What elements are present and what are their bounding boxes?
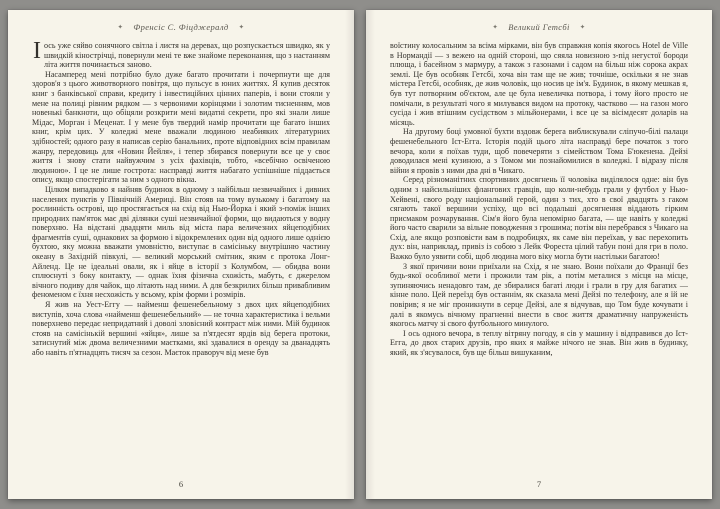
paragraph: Іось уже сяйво сонячного світла і листя на деревах, що розпускається швидко, як у швидкій кінострічці, повернули мені те вже знайоме переконання, що з настанням літа життя починається заново.: [33, 41, 330, 70]
page-left: [8, 10, 354, 499]
fleuron-icon: ✦: [579, 24, 586, 31]
paragraph: Цілком випадково я найняв будинок в одному з найбільш незвичайних і дивних населених пунктів у Північній Америці. Він стояв на тому вузькому і багатому на рослинність острові, що простягається на схід від Нью-Йорка і який з-поміж інших природних пам'яток має дві ділянки суші незвичайної форми, що видаються у водну поверхню. На відстані двадцяти миль від міста пара величезних яйцеподібних фрагментів суші, однакових за формою і відокремлених один від одного лише однією бухтою, яку можна вважати умовністю, виступає в самісіньку внутрішню частину океану в Західній півкулі, — великий морський смітник, яким є протока Лонг-Айленд. Це не ідеальні овали, як і яйце в історії з Колумбом, — обидва вони сплюснуті з боку контакту, — однак їхня фізична схожість, мабуть, є джерелом вічного подиву для чайок, що літають над ними. А для безкрилих більш привабливим феноменом є їхня несхожість у всьому, крім форми і розмірів.: [32, 184, 330, 300]
paragraph: З якої причини вони приїхали на Схід, я не знаю. Вони поїхали до Франції без будь-якої особливої мети і прожили там рік, а потім металися з місця на місце, зупиняючись ненадовго там, де збиралися багаті люди і грали в гру для багатих — кінне поло. Цей переїзд був останнім, як сказала мені Дейзі по телефону, але я їй не повірив; я не міг проникнути в серце Дейзі, але я відчував, що Том буде кочувати і далі в якомусь вічному прагненні внести в своє життя драматичну напруженість якогось матчу зі свого футбольного минулого.: [390, 261, 688, 329]
page-right-text: [390, 41, 688, 478]
paragraph: воїстину колосальним за всіма мірками, він був справжня копія якогось Hotel de Ville в Нормандії — з вежею на одній стороні, що сяяла новизною з-під негустої бороди плюща, і басейном з мармуру, а також з газонами і садом на більш ніж сорока акрах землі. Це був особняк Гетсбі, хоча він там ще не жив; точніше, оскільки я не знав містера Гетсбі, особняк, де жив чоловік, що носив це ім'я. Будинок, в якому мешкав я, був тут потворним об'єктом, але це була невеличка потвора, і тому його просто не помічали, в результаті чого я милувався видом на протоку, частково — на газон мого сусіда і жив втішним сусідством з мільйонерами, і все це за вісімдесят доларів на місяць.: [390, 41, 688, 127]
fleuron-icon: ✦: [492, 24, 499, 31]
running-head-left-text: Френсіс С. Фіцджералд: [133, 22, 229, 32]
paragraph: Я жив на Уест-Еггу — найменш фешенебельному з двох цих яйцеподібних виступів, хоча слова «найменш фешенебельний» — не точна характеристика і вельми поверхнево передає непридатний і доволі зловісний контраст між ними. Мій будинок стояв на самісінькій вершині «яйця», лише за п'ятдесят ярдів від берега протоки, затиснутий між двома величезними маєтками, які здавалися в оренду за дванадцять або навіть п'ятнадцять тисяч за сезон. Маєток праворуч від мене був: [32, 300, 330, 357]
running-head-right-text: Великий Гетсбі: [508, 22, 570, 32]
page-number-right: 7: [536, 479, 542, 489]
paragraph: На другому боці умовної бухти вздовж берега виблискували сліпучо-білі палаци фешенебельного Іст-Егга. Історія подій цього літа насправді бере початок з того вечора, коли я поїхав туди, щоб повечеряти з сімейством Тома Б'юкенена. Дейзі доводилася мені кузиною, а з Томом ми познайомилися в коледжі. І відразу після війни я провів з ними два дні в Чикаго.: [390, 127, 688, 175]
paragraph: Серед різноманітних спортивних досягнень її чоловіка виділялося одне: він був одним з найсильніших флангових гравців, що коли-небудь грали у футбол у Нью-Хейвені, свого роду національний герой, один з тих, хто в свої двадцять з гаком сягають такої вершини успіху, що всі подальші досягнення віддають гірким присмаком розчарування. Сім'я його була непомірно багата, — ще навіть у коледжі його часто сварили за вільне поводження з грошима; потім він перебрався з Чикаго на Схід, але якщо розповісти вам в подробицях, як саме він переїхав, у вас перехопить дух: він, наприклад, привіз із собою з Лейк Фореста цілий табун поні для гри в поло. Важко було уявити собі, щоб людина мого віку могла бути настільки багатою!: [390, 175, 688, 262]
paragraph: Насамперед мені потрібно було дуже багато прочитати і почерпнути ще для здоров'я з цього животворного повітря, що пульсує в юних життях. Я купив десяток книг з банківської справи, кредиту і інвестиційних цінних паперів, і вони стояли у мене на полиці рівним рядком — з червоними корінцями і золотим тисненням, мов новенькі банкноти, що обіцяли розкрити мені видатні секрети, про які знали лише Мідас, Морган і Меценат. І у мене був твердий намір прочитати ще багато інших книг, крім цих. У коледжі мене вважали людиною неабияких літературних здібностей; одного разу я написав серію банальних, проте відповідних всім правилам жанру, передовиць для «Новин Йейля», і тепер збирався повернути все це у своє життя і знову стати найвужчим з усіх фахівців, тобто, «всебічно освіченою людиною». І це не лише гострота: насправді життя набагато успішніше піддається опису, якщо спостерігати за ним з одного вікна.: [32, 69, 330, 185]
fleuron-icon: ✦: [238, 24, 245, 31]
paragraph: І ось одного вечора, в теплу вітряну погоду, я сів у машину і відправився до Іст-Егга, до двох старих друзів, про яких я майже нічого не знав. Він жив в будинку, який, як з'ясувалося, був ще більш вишуканим,: [390, 328, 688, 357]
page-right: [366, 10, 712, 499]
page-left-text: [32, 41, 330, 478]
running-head-left: [32, 20, 330, 34]
running-head-right: [390, 20, 688, 34]
page-number-left: 6: [178, 479, 184, 489]
fleuron-icon: ✦: [117, 24, 124, 31]
